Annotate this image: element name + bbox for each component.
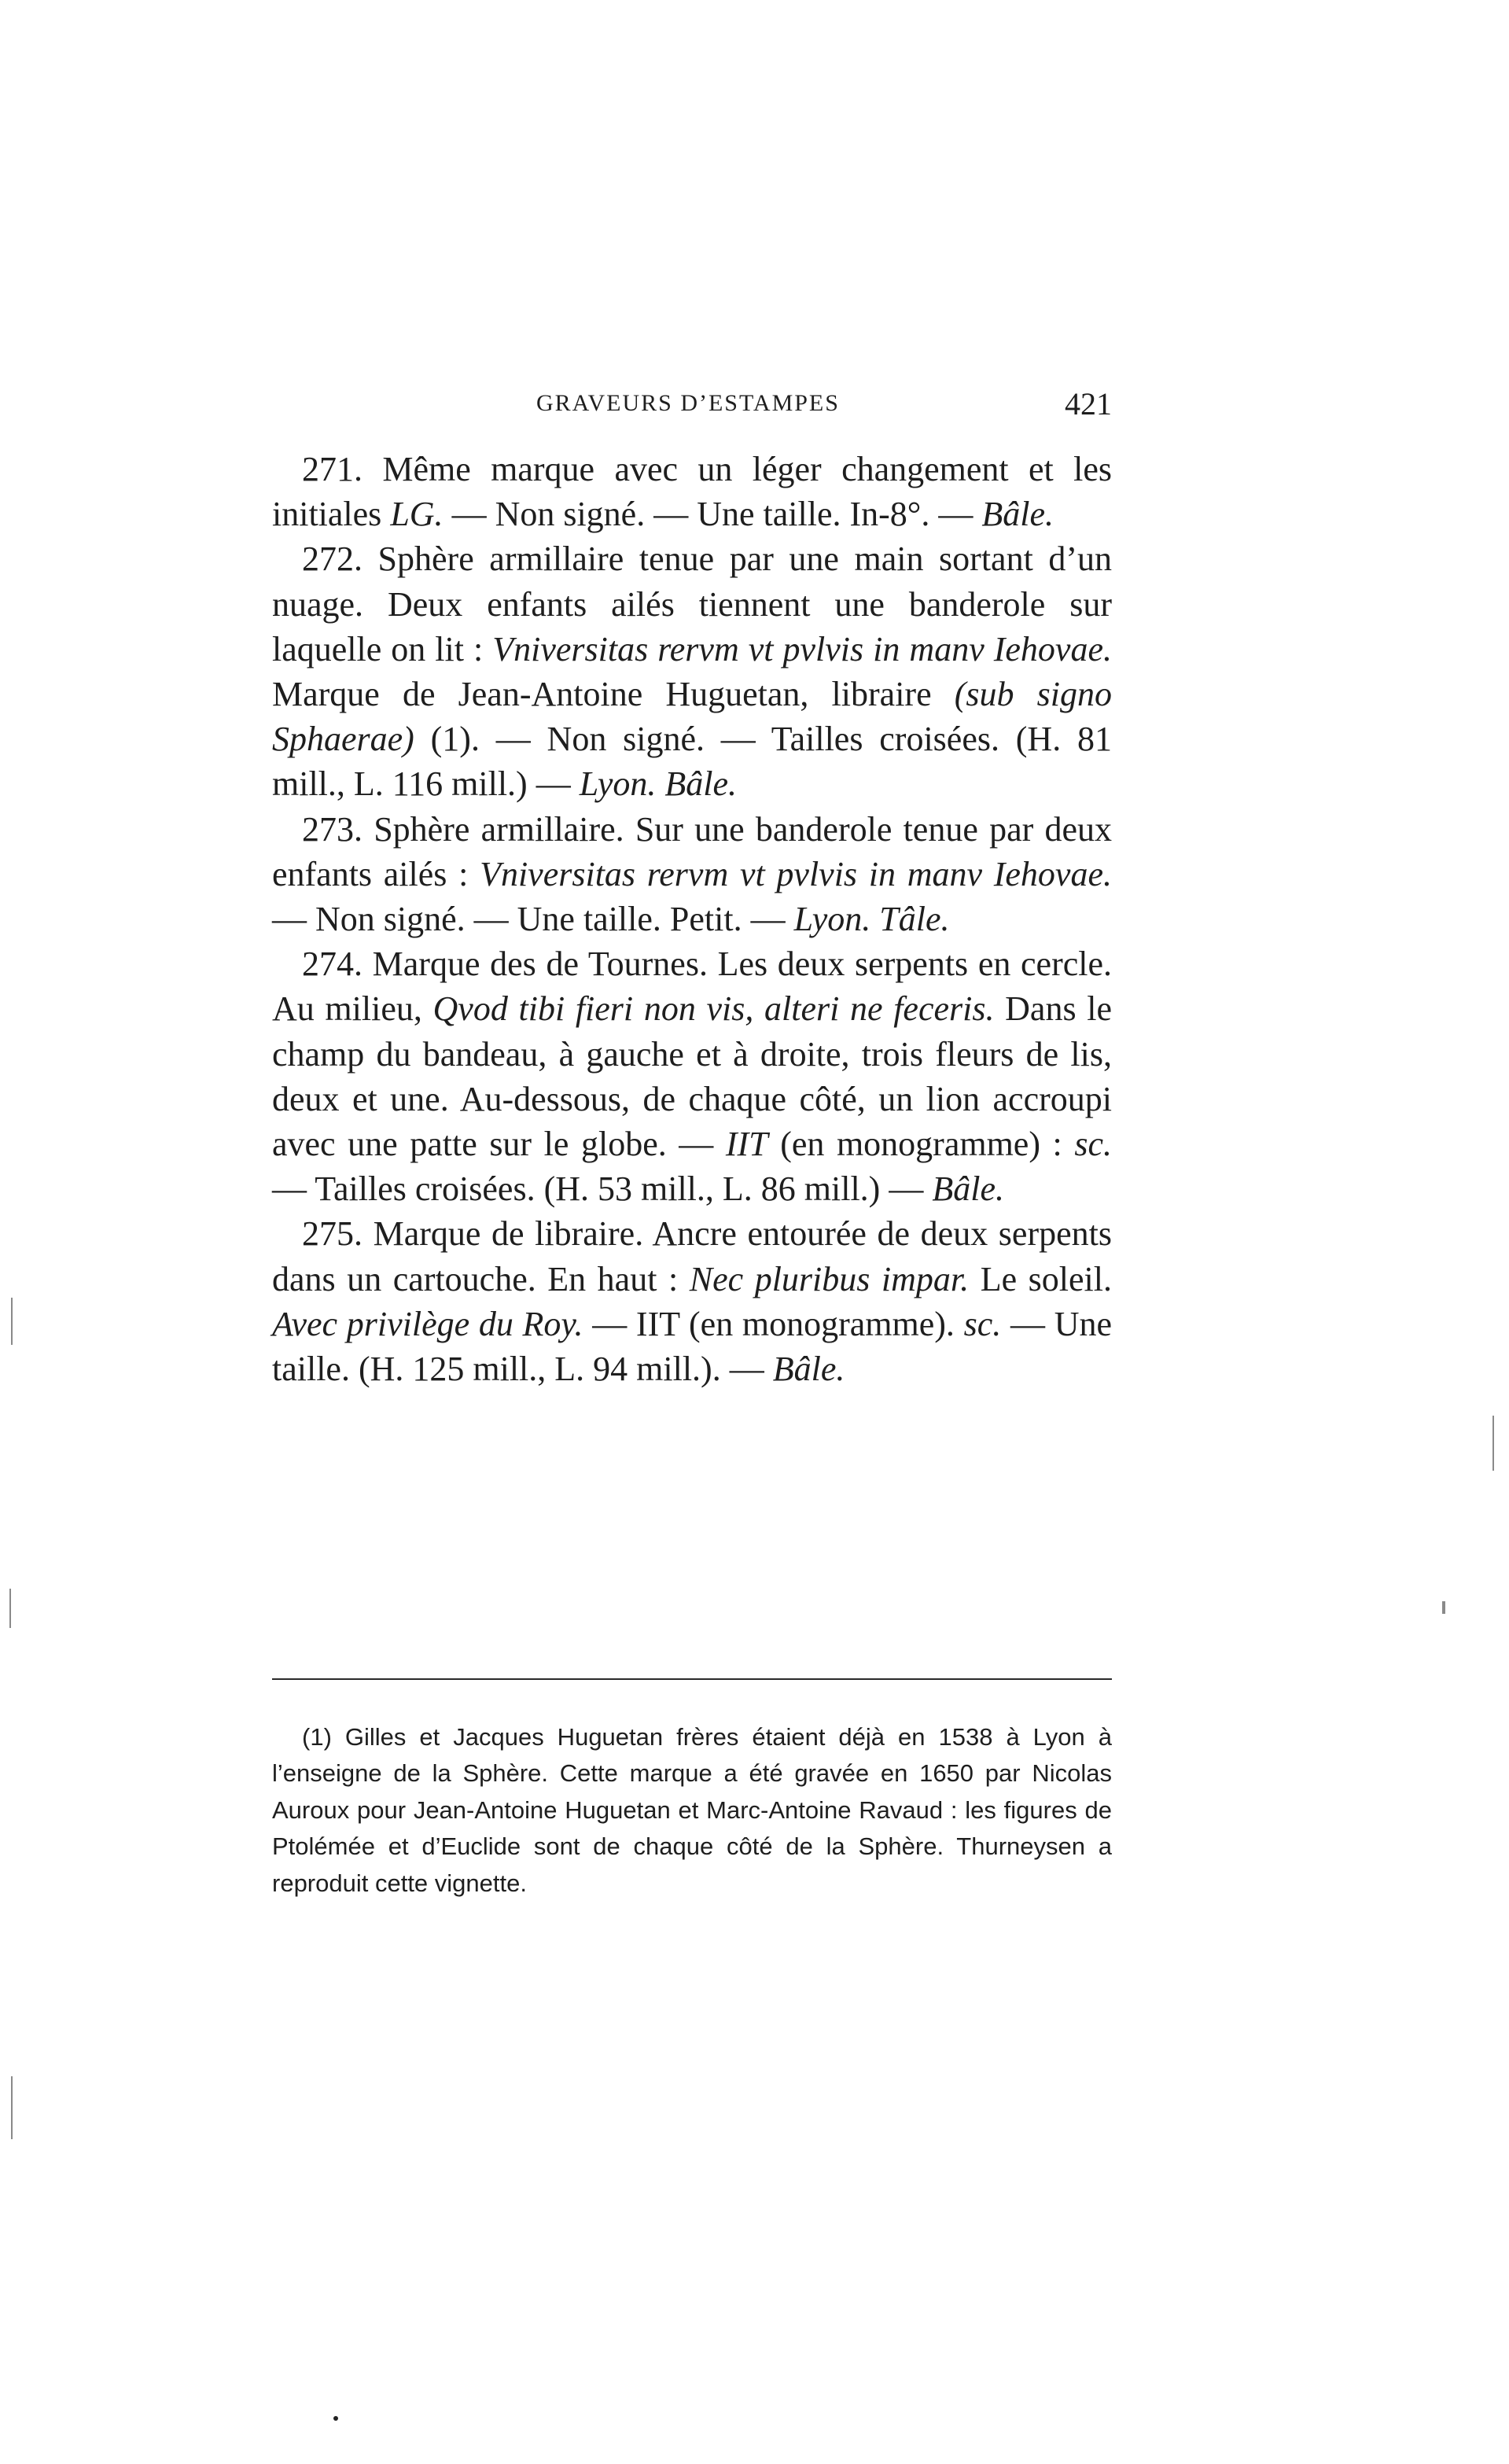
catalog-entry — [272, 536, 1112, 806]
body-text — [272, 447, 1112, 1391]
italic-text: Lyon. Bâle. — [579, 764, 738, 804]
italic-text: LG. — [390, 495, 443, 534]
scan-mark — [11, 2076, 13, 2139]
entry-number: 271. — [302, 450, 363, 488]
italic-text: Bâle. — [981, 495, 1054, 534]
entry-text: — Tailles croisées. (H. 53 mill., L. 86 mill.) — — [272, 1169, 933, 1209]
scan-mark — [1492, 1416, 1494, 1471]
running-head-title: GRAVEURS D’ESTAMPES — [536, 390, 840, 416]
scan-mark — [1442, 1601, 1445, 1614]
entry-text: Sphère armillaire tenue par une main sortant d’un nuage. Deux enfants ailés tiennent une banderole sur laquelle on lit : — [272, 540, 1112, 668]
catalog-entry — [272, 447, 1112, 536]
italic-text: sc. — [1074, 1125, 1112, 1164]
entry-number: 275. — [302, 1214, 363, 1254]
page-number: 421 — [1065, 386, 1112, 422]
entry-number: 273. — [302, 809, 363, 849]
entry-text: Sphère armillaire. Sur une banderole tenue par deux enfants ailés : — [272, 809, 1112, 893]
catalog-entry — [272, 807, 1112, 942]
scan-mark — [9, 1589, 11, 1628]
running-head — [272, 386, 1112, 429]
entry-text: — Une taille. (H. 125 mill., L. 94 mill.). — — [272, 1304, 1113, 1389]
entry-text: Dans le champ du bandeau, à gauche et à droite, trois fleurs de lis, deux et une. Au-dessous, de chaque côté, un lion accroupi avec une patte sur le globe. — — [272, 989, 1113, 1164]
entry-text: Le soleil. — [969, 1259, 1112, 1298]
entry-text: Marque des de Tournes. Les deux serpents en cercle. Au milieu, — [272, 945, 1112, 1029]
italic-text: Nec pluribus impar. — [689, 1259, 970, 1298]
italic-text: Avec privilège du Roy. — [272, 1304, 583, 1343]
entry-text: — Non signé. — Une taille. Petit. — — [272, 900, 794, 939]
scan-mark — [333, 2416, 338, 2421]
entry-number: 272. — [302, 540, 363, 579]
italic-text: Qvod tibi fieri non vis, alteri ne feceris. — [432, 989, 995, 1029]
footnote: (1) Gilles et Jacques Huguetan frères étaient déjà en 1538 à Lyon à l’enseigne de la Sphère. Cette marque a été gravée en 1650 par Nicolas Auroux pour Jean-Antoine Huguetan et Marc-Antoine Ravaud : les figures de Ptolémée et d’Euclide sont de chaque côté de la Sphère. Thurneysen a reproduit cette vignette. — [272, 1723, 1112, 1897]
italic-text: Vniversitas rervm vt pvlvis in manv Iehovae. — [480, 854, 1112, 893]
entry-text: Même marque avec un léger changement et les initiales — [272, 450, 1112, 534]
italic-text: (sub signo Sphaerae) — [272, 675, 1113, 759]
catalog-entry — [272, 941, 1112, 1211]
italic-text: Vniversitas rervm vt pvlvis in manv Iehovae. — [492, 629, 1112, 668]
entry-text: (en monogramme) : — [767, 1125, 1075, 1164]
italic-text: IIT — [725, 1125, 768, 1164]
italic-text: sc. — [963, 1304, 1002, 1343]
entry-text: — IIT (en monogramme). — [583, 1304, 964, 1343]
entry-text: Marque de libraire. Ancre entourée de deux serpents dans un cartouche. En haut : — [272, 1214, 1112, 1298]
entry-text: — Non signé. — Une taille. In-8°. — — [443, 495, 982, 534]
entry-text: Marque de Jean-Antoine Huguetan, libraire — [272, 675, 955, 714]
scan-mark — [11, 1298, 13, 1345]
entry-number: 274. — [302, 945, 363, 984]
italic-text: Bâle. — [932, 1169, 1004, 1209]
italic-text: Bâle. — [772, 1350, 845, 1389]
catalog-entry — [272, 1211, 1112, 1391]
entry-text: (1). — Non signé. — Tailles croisées. (H. 81 mill., L. 116 mill.) — — [272, 720, 1112, 804]
italic-text: Lyon. Tâle. — [793, 900, 950, 939]
footnote-rule — [272, 1678, 1112, 1680]
